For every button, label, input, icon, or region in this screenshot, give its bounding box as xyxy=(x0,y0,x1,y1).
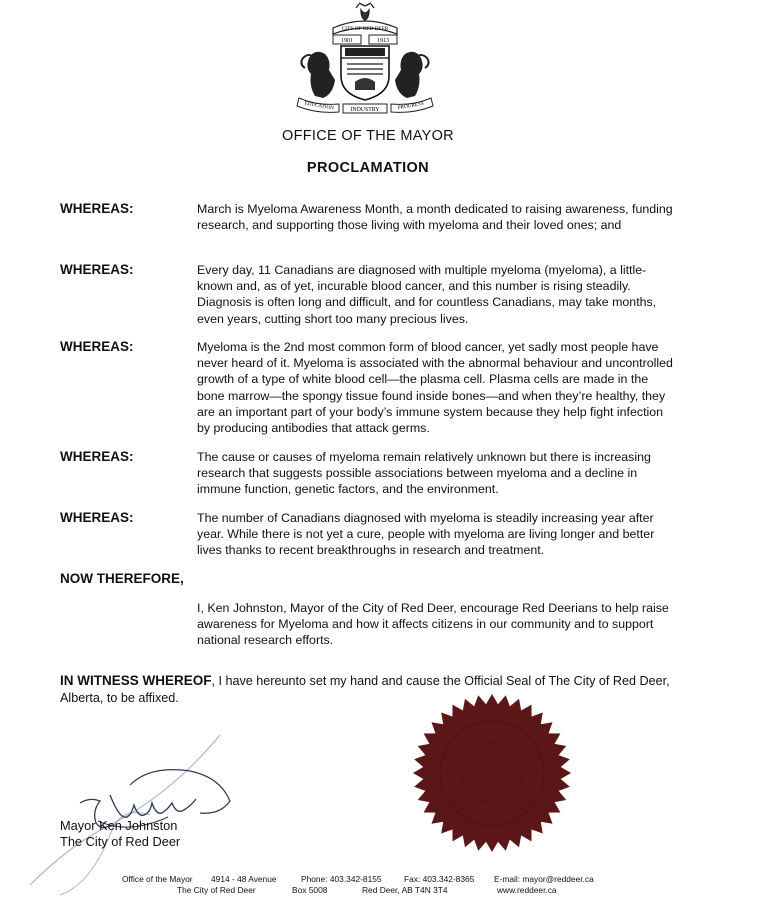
proclamation-title: PROCLAMATION xyxy=(306,160,430,176)
footer-office: Office of the Mayor xyxy=(122,874,193,884)
svg-text:EDUCATION: EDUCATION xyxy=(304,100,335,112)
clause-text: The number of Canadians diagnosed with myeloma is steadily increasing year after year. While there is not yet a cure, people with myeloma are living longer and better lives thanks to recent breakthroughs in research and treatment. xyxy=(197,511,655,558)
footer-box: Box 5008 xyxy=(292,885,328,895)
clause-label: WHEREAS: xyxy=(60,510,134,525)
svg-text:INDUSTRY: INDUSTRY xyxy=(350,107,380,113)
footer-org: The City of Red Deer xyxy=(177,885,256,895)
footer-city: Red Deer, AB T4N 3T4 xyxy=(362,885,448,895)
clause-text: Every day, 11 Canadians are diagnosed with multiple myeloma (myeloma), a little-known and, as of yet, incurable blood cancer, and this number is rising steadily. Diagnosis is often long and difficult, and for countless Canadians, may take months, even years, cutting short too many precious lives. xyxy=(197,263,657,326)
witness-text: , I have hereunto set my hand and cause the Official Seal of The City of Red Deer, Alberta, to be affixed. xyxy=(60,674,670,705)
footer-phone: Phone: 403.342-8155 xyxy=(301,874,382,884)
clause-text: Myeloma is the 2nd most common form of blood cancer, yet sadly most people have never heard of it. Myeloma is associated with the abnormal behaviour and uncontrolled growth of a type of white blood cell—the plasma cell. Plasma cells are made in the bone marrow—the spongy tissue found inside bones—and when they’re healthy, they are an important part of your body’s immune system because they help fight infection by producing antibodies that attack germs. xyxy=(197,340,673,436)
clause-text: March is Myeloma Awareness Month, a month dedicated to raising awareness, funding research, and supporting those living with myeloma and their loved ones; and xyxy=(197,202,673,233)
clause-label: WHEREAS: xyxy=(60,201,134,216)
official-seal xyxy=(412,693,572,853)
clause-label: WHEREAS: xyxy=(60,339,134,354)
signatory-name: Mayor Ken Johnston xyxy=(60,818,178,833)
signatory-block xyxy=(60,818,180,850)
svg-text:1913: 1913 xyxy=(377,38,389,44)
witness-lead: IN WITNESS WHEREOF xyxy=(60,673,212,688)
footer-address: 4914 - 48 Avenue xyxy=(211,874,277,884)
page-footer xyxy=(122,874,642,896)
signatory-org: The City of Red Deer xyxy=(60,834,181,849)
footer-fax: Fax: 403.342-8365 xyxy=(404,874,475,884)
svg-text:PROGRESS: PROGRESS xyxy=(397,100,425,112)
now-therefore-label: NOW THEREFORE, xyxy=(60,571,184,586)
witness-statement xyxy=(60,672,680,707)
resolution-text: I, Ken Johnston, Mayor of the City of Red Deer, encourage Red Deerians to help raise awareness for Myeloma and how it affects citizens in our community and to support national research efforts. xyxy=(197,601,669,648)
clause-text: The cause or causes of myeloma remain relatively unknown but there is increasing research that suggests possible associations between myeloma and a decline in immune function, genetic factors, and the environment. xyxy=(197,450,651,497)
city-crest xyxy=(285,2,445,120)
footer-web: www.reddeer.ca xyxy=(497,885,557,895)
svg-text:1901: 1901 xyxy=(341,38,353,44)
office-heading: OFFICE OF THE MAYOR xyxy=(282,128,454,144)
clause-label: WHEREAS: xyxy=(60,449,134,464)
footer-email: E-mail: mayor@reddeer.ca xyxy=(494,874,594,884)
svg-text:CITY OF RED DEER: CITY OF RED DEER xyxy=(341,26,389,32)
clause-label: WHEREAS: xyxy=(60,262,134,277)
